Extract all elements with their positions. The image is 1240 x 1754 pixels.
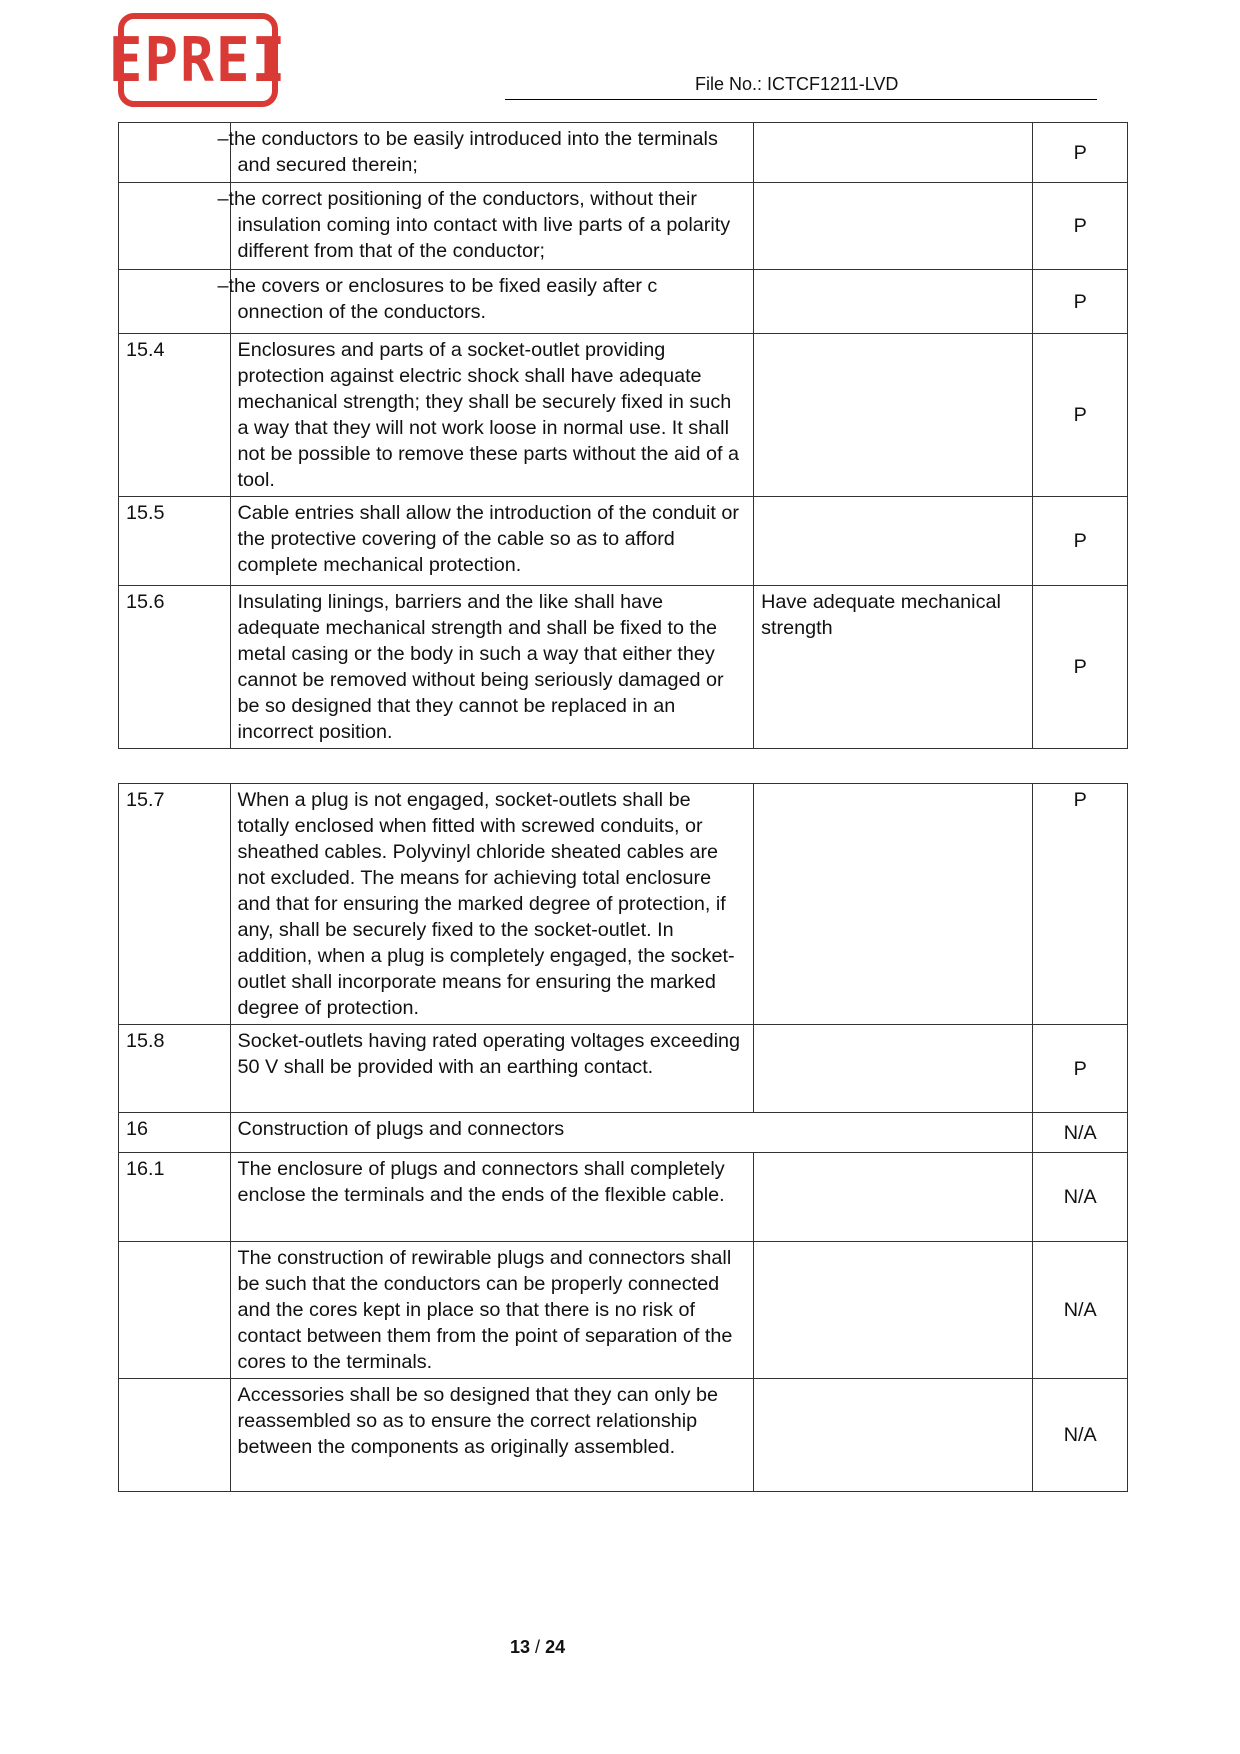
result-remark — [754, 497, 1033, 586]
requirement-text: Accessories shall be so designed that they can only be reassembled so as to ensure the correct relationship between the components as originally assembled. — [230, 1379, 754, 1492]
result-remark — [754, 784, 1033, 1025]
result-remark — [754, 183, 1033, 270]
verdict: N/A — [1033, 1242, 1128, 1379]
requirement-text: Insulating linings, barriers and the like shall have adequate mechanical strength and shall be fixed to the metal casing or the body in such a way that either they cannot be removed without being seriously damaged or be so designed that they cannot be replaced in an incorrect position. — [230, 586, 754, 749]
verdict: P — [1033, 586, 1128, 749]
requirement-text: The enclosure of plugs and connectors shall completely enclose the terminals and the ends of the flexible cable. — [230, 1153, 754, 1242]
requirement-text: –the conductors to be easily introduced into the terminals and secured therein; — [230, 123, 754, 183]
clause-number — [119, 270, 231, 334]
file-number: File No.: ICTCF1211-LVD — [695, 74, 899, 94]
requirement-text: Socket-outlets having rated operating voltages exceeding 50 V shall be provided with an earthing contact. — [230, 1025, 754, 1113]
requirement-text: –the covers or enclosures to be fixed easily after c onnection of the conductors. — [230, 270, 754, 334]
table-row — [119, 784, 1128, 1025]
page-current: 13 — [510, 1637, 531, 1657]
table-row — [119, 1113, 1128, 1153]
result-remark — [754, 270, 1033, 334]
result-remark — [754, 1025, 1033, 1113]
clause-number — [119, 183, 231, 270]
verdict: P — [1033, 123, 1128, 183]
table-row — [119, 1379, 1128, 1492]
result-remark: Have adequate mechanical strength — [754, 586, 1033, 749]
result-remark — [754, 1242, 1033, 1379]
verdict: P — [1033, 183, 1128, 270]
clause-number: 15.7 — [119, 784, 231, 1025]
table-row — [119, 1242, 1128, 1379]
table-row — [119, 270, 1128, 334]
verdict: P — [1033, 334, 1128, 497]
result-remark — [754, 1153, 1033, 1242]
table-row — [119, 586, 1128, 749]
clause-number: 16.1 — [119, 1153, 231, 1242]
requirement-text: When a plug is not engaged, socket-outlets shall be totally enclosed when fitted with screwed conduits, or sheathed cables. Polyvinyl chloride sheated cables are not excluded. The means for achieving total enclosure and that for ensuring the marked degree of protection, if any, shall be securely fixed to the socket-outlet. In addition, when a plug is completely engaged, the socket-outlet shall incorporate means for ensuring the marked degree of protection. — [230, 784, 754, 1025]
file-number-header — [505, 74, 1097, 100]
requirement-text: Cable entries shall allow the introduction of the conduit or the protective covering of the cable so as to afford complete mechanical protection. — [230, 497, 754, 586]
page-separator: / — [535, 1637, 541, 1657]
result-remark — [754, 1379, 1033, 1492]
table-row — [119, 1025, 1128, 1113]
clause-number: 15.5 — [119, 497, 231, 586]
verdict: P — [1033, 497, 1128, 586]
clause-number — [119, 123, 231, 183]
logo-text: EPREI — [108, 24, 288, 96]
clause-table-1 — [118, 122, 1128, 749]
page-total: 24 — [545, 1637, 566, 1657]
verdict: P — [1033, 1025, 1128, 1113]
requirement-text: Enclosures and parts of a socket-outlet providing protection against electric shock shall have adequate mechanical strength; they shall be securely fixed in such a way that they will not work loose in normal use. It shall not be possible to remove these parts without the aid of a tool. — [230, 334, 754, 497]
verdict: N/A — [1033, 1153, 1128, 1242]
clause-number: 15.6 — [119, 586, 231, 749]
requirement-text: The construction of rewirable plugs and connectors shall be such that the conductors can be properly connected and the cores kept in place so that there is no risk of contact between them from the point of separation of the cores to the terminals. — [230, 1242, 754, 1379]
clause-number: 15.4 — [119, 334, 231, 497]
table-row — [119, 183, 1128, 270]
table-row — [119, 497, 1128, 586]
clause-number: 15.8 — [119, 1025, 231, 1113]
table-row — [119, 123, 1128, 183]
verdict: P — [1033, 784, 1128, 1025]
requirement-text: –the correct positioning of the conductors, without their insulation coming into contact with live parts of a polarity different from that of the conductor; — [230, 183, 754, 270]
clause-number: 16 — [119, 1113, 231, 1153]
verdict: P — [1033, 270, 1128, 334]
result-remark — [754, 334, 1033, 497]
clause-table-2 — [118, 783, 1128, 1492]
verdict: N/A — [1033, 1113, 1128, 1153]
clause-number — [119, 1242, 231, 1379]
table-row — [119, 1153, 1128, 1242]
clause-number — [119, 1379, 231, 1492]
section-heading: Construction of plugs and connectors — [230, 1113, 1033, 1153]
result-remark — [754, 123, 1033, 183]
table-row — [119, 334, 1128, 497]
verdict: N/A — [1033, 1379, 1128, 1492]
company-logo — [108, 13, 288, 107]
